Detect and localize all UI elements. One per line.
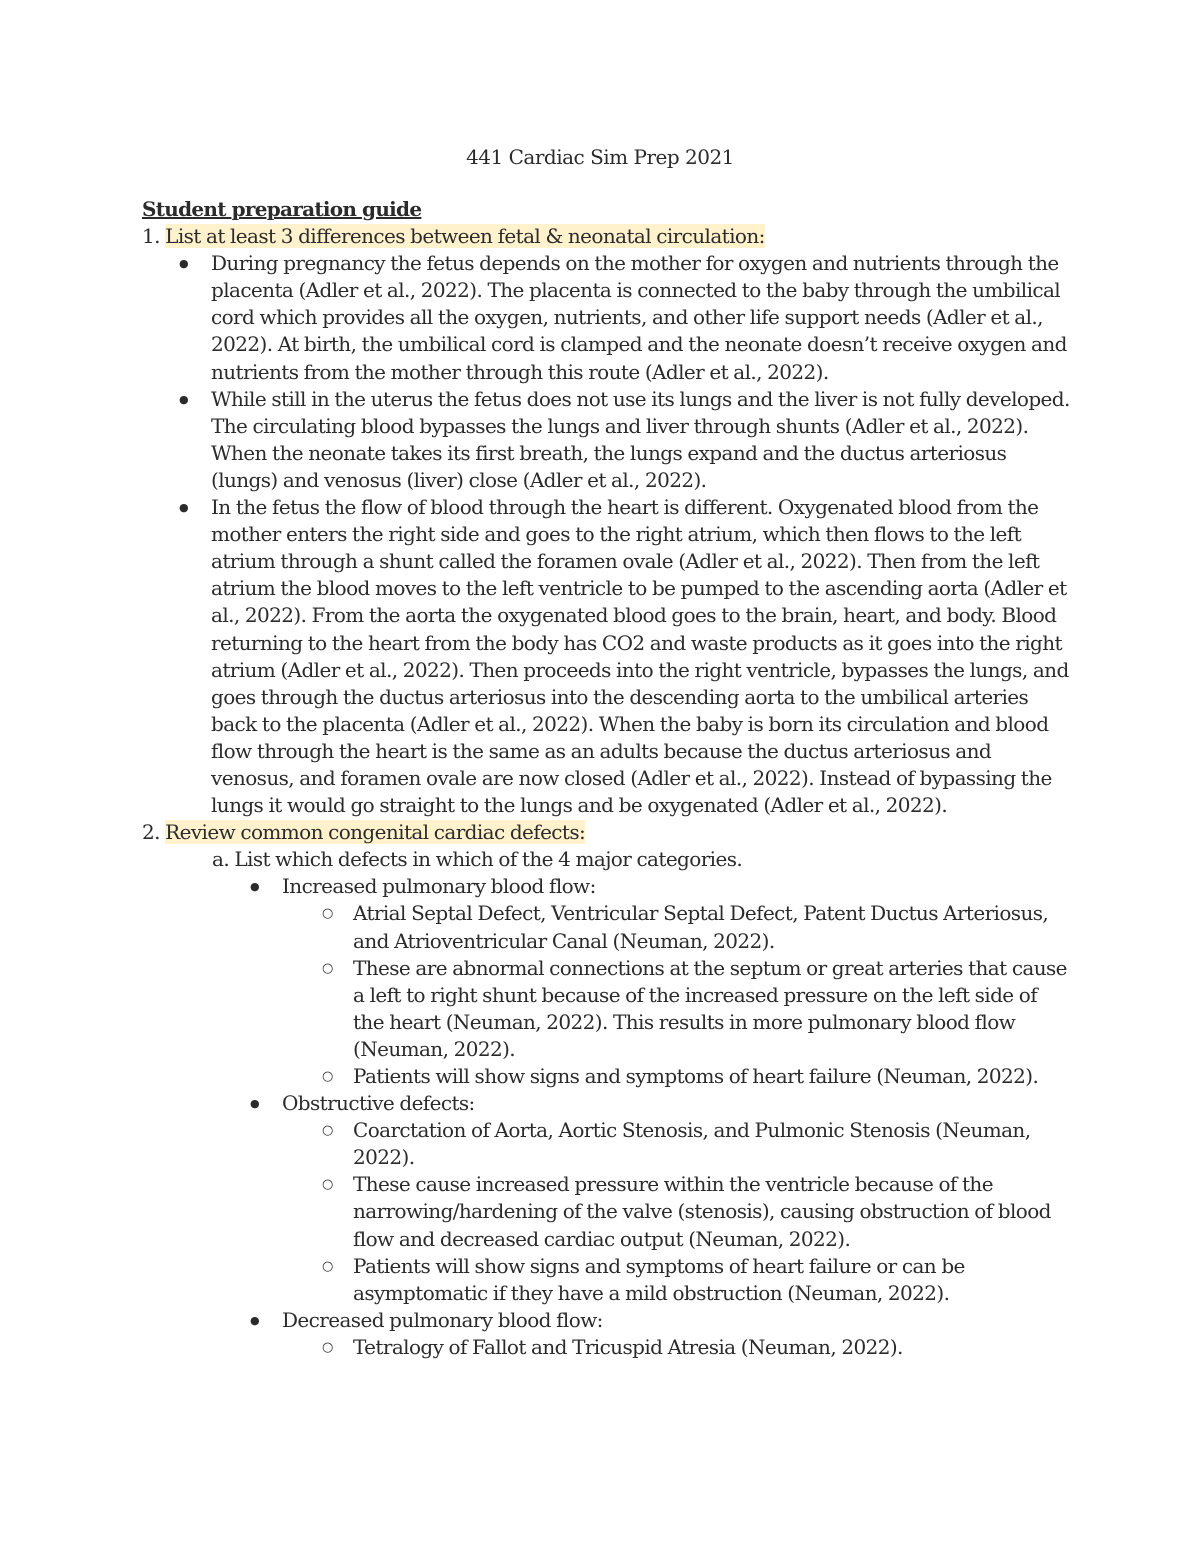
list-item: ○ Patients will show signs and symptoms of heart failure or can be asymptomatic if they have a mild obstruction (Neuman, 2022). — [282, 1253, 1072, 1307]
question-2-number: 2. — [142, 820, 160, 845]
list-item: ○ Patients will show signs and symptoms of heart failure (Neuman, 2022). — [282, 1063, 1072, 1090]
list-item: ○ These cause increased pressure within the ventricle because of the narrowing/hardening of the valve (stenosis), causing obstruction of blood flow and decreased cardiac output (Neuman, 2022). — [282, 1171, 1072, 1252]
document-title: 441 Cardiac Sim Prep 2021 — [466, 145, 734, 169]
category-detail-list — [282, 1334, 1072, 1361]
list-item: ● In the fetus the flow of blood through the heart is different. Oxygenated blood from the mother enters the right side and goes to the right atrium, which then flows to the left atrium through a shunt called the foramen ovale (Adler et al., 2022). Then from the left atrium the blood moves to the left ventricle to be pumped to the ascending aorta (Adler et al., 2022). From the aorta the oxygenated blood goes to the brain, heart, and body. Blood returning to the heart from the body has CO2 and waste products as it goes into the right atrium (Adler et al., 2022). Then proceeds into the right ventricle, bypasses the lungs, and goes through the ductus arteriosus into the descending aorta to the umbilical arteries back to the placenta (Adler et al., 2022). When the baby is born its circulation and blood flow through the heart is the same as an adults because the ductus arteriosus and venosus, and foramen ovale are now closed (Adler et al., 2022). Instead of bypassing the lungs it would go straight to the lungs and be oxygenated (Adler et al., 2022). — [142, 494, 1072, 819]
category-detail-list — [282, 900, 1072, 1090]
document-body — [142, 196, 1072, 1361]
question-2-subpart-a: a. List which defects in which of the 4 major categories. — [212, 847, 743, 872]
list-item: ○ Tetralogy of Fallot and Tricuspid Atresia (Neuman, 2022). — [282, 1334, 1072, 1361]
question-1-number: 1. — [142, 224, 160, 249]
category-label: Increased pulmonary blood flow: — [282, 874, 596, 899]
section-heading: Student preparation guide — [142, 197, 422, 221]
category-decreased-pulmonary-flow — [212, 1307, 1072, 1361]
question-2-prompt: Review common congenital cardiac defects: — [165, 820, 586, 845]
list-item: ○ Atrial Septal Defect, Ventricular Septal Defect, Patent Ductus Arteriosus, and Atrioventricular Canal (Neuman, 2022). — [282, 900, 1072, 954]
list-item: ● During pregnancy the fetus depends on the mother for oxygen and nutrients through the placenta (Adler et al., 2022). The placenta is connected to the baby through the umbilical cord which provides all the oxygen, nutrients, and other life support needs (Adler et al., 2022). At birth, the umbilical cord is clamped and the neonate doesn’t receive oxygen and nutrients from the mother through this route (Adler et al., 2022). — [142, 250, 1072, 385]
question-1-bullet-list — [142, 250, 1072, 819]
question-1 — [142, 223, 1072, 250]
question-1-prompt: List at least 3 differences between fetal & neonatal circulation: — [165, 224, 765, 249]
list-item: ○ These are abnormal connections at the septum or great arteries that cause a left to right shunt because of the increased pressure on the left side of the heart (Neuman, 2022). This results in more pulmonary blood flow (Neuman, 2022). — [282, 955, 1072, 1063]
category-label: Obstructive defects: — [282, 1091, 475, 1116]
list-item: ○ Coarctation of Aorta, Aortic Stenosis, and Pulmonic Stenosis (Neuman, 2022). — [282, 1117, 1072, 1171]
category-detail-list — [282, 1117, 1072, 1307]
category-increased-pulmonary-flow — [212, 873, 1072, 1090]
category-label: Decreased pulmonary blood flow: — [282, 1307, 603, 1332]
defect-category-list — [142, 873, 1072, 1361]
category-obstructive-defects — [212, 1090, 1072, 1307]
question-2 — [142, 819, 1072, 846]
list-item: ● While still in the uterus the fetus does not use its lungs and the liver is not fully developed. The circulating blood bypasses the lungs and liver through shunts (Adler et al., 2022). When the neonate takes its first breath, the lungs expand and the ductus arteriosus (lungs) and venosus (liver) close (Adler et al., 2022). — [142, 386, 1072, 494]
